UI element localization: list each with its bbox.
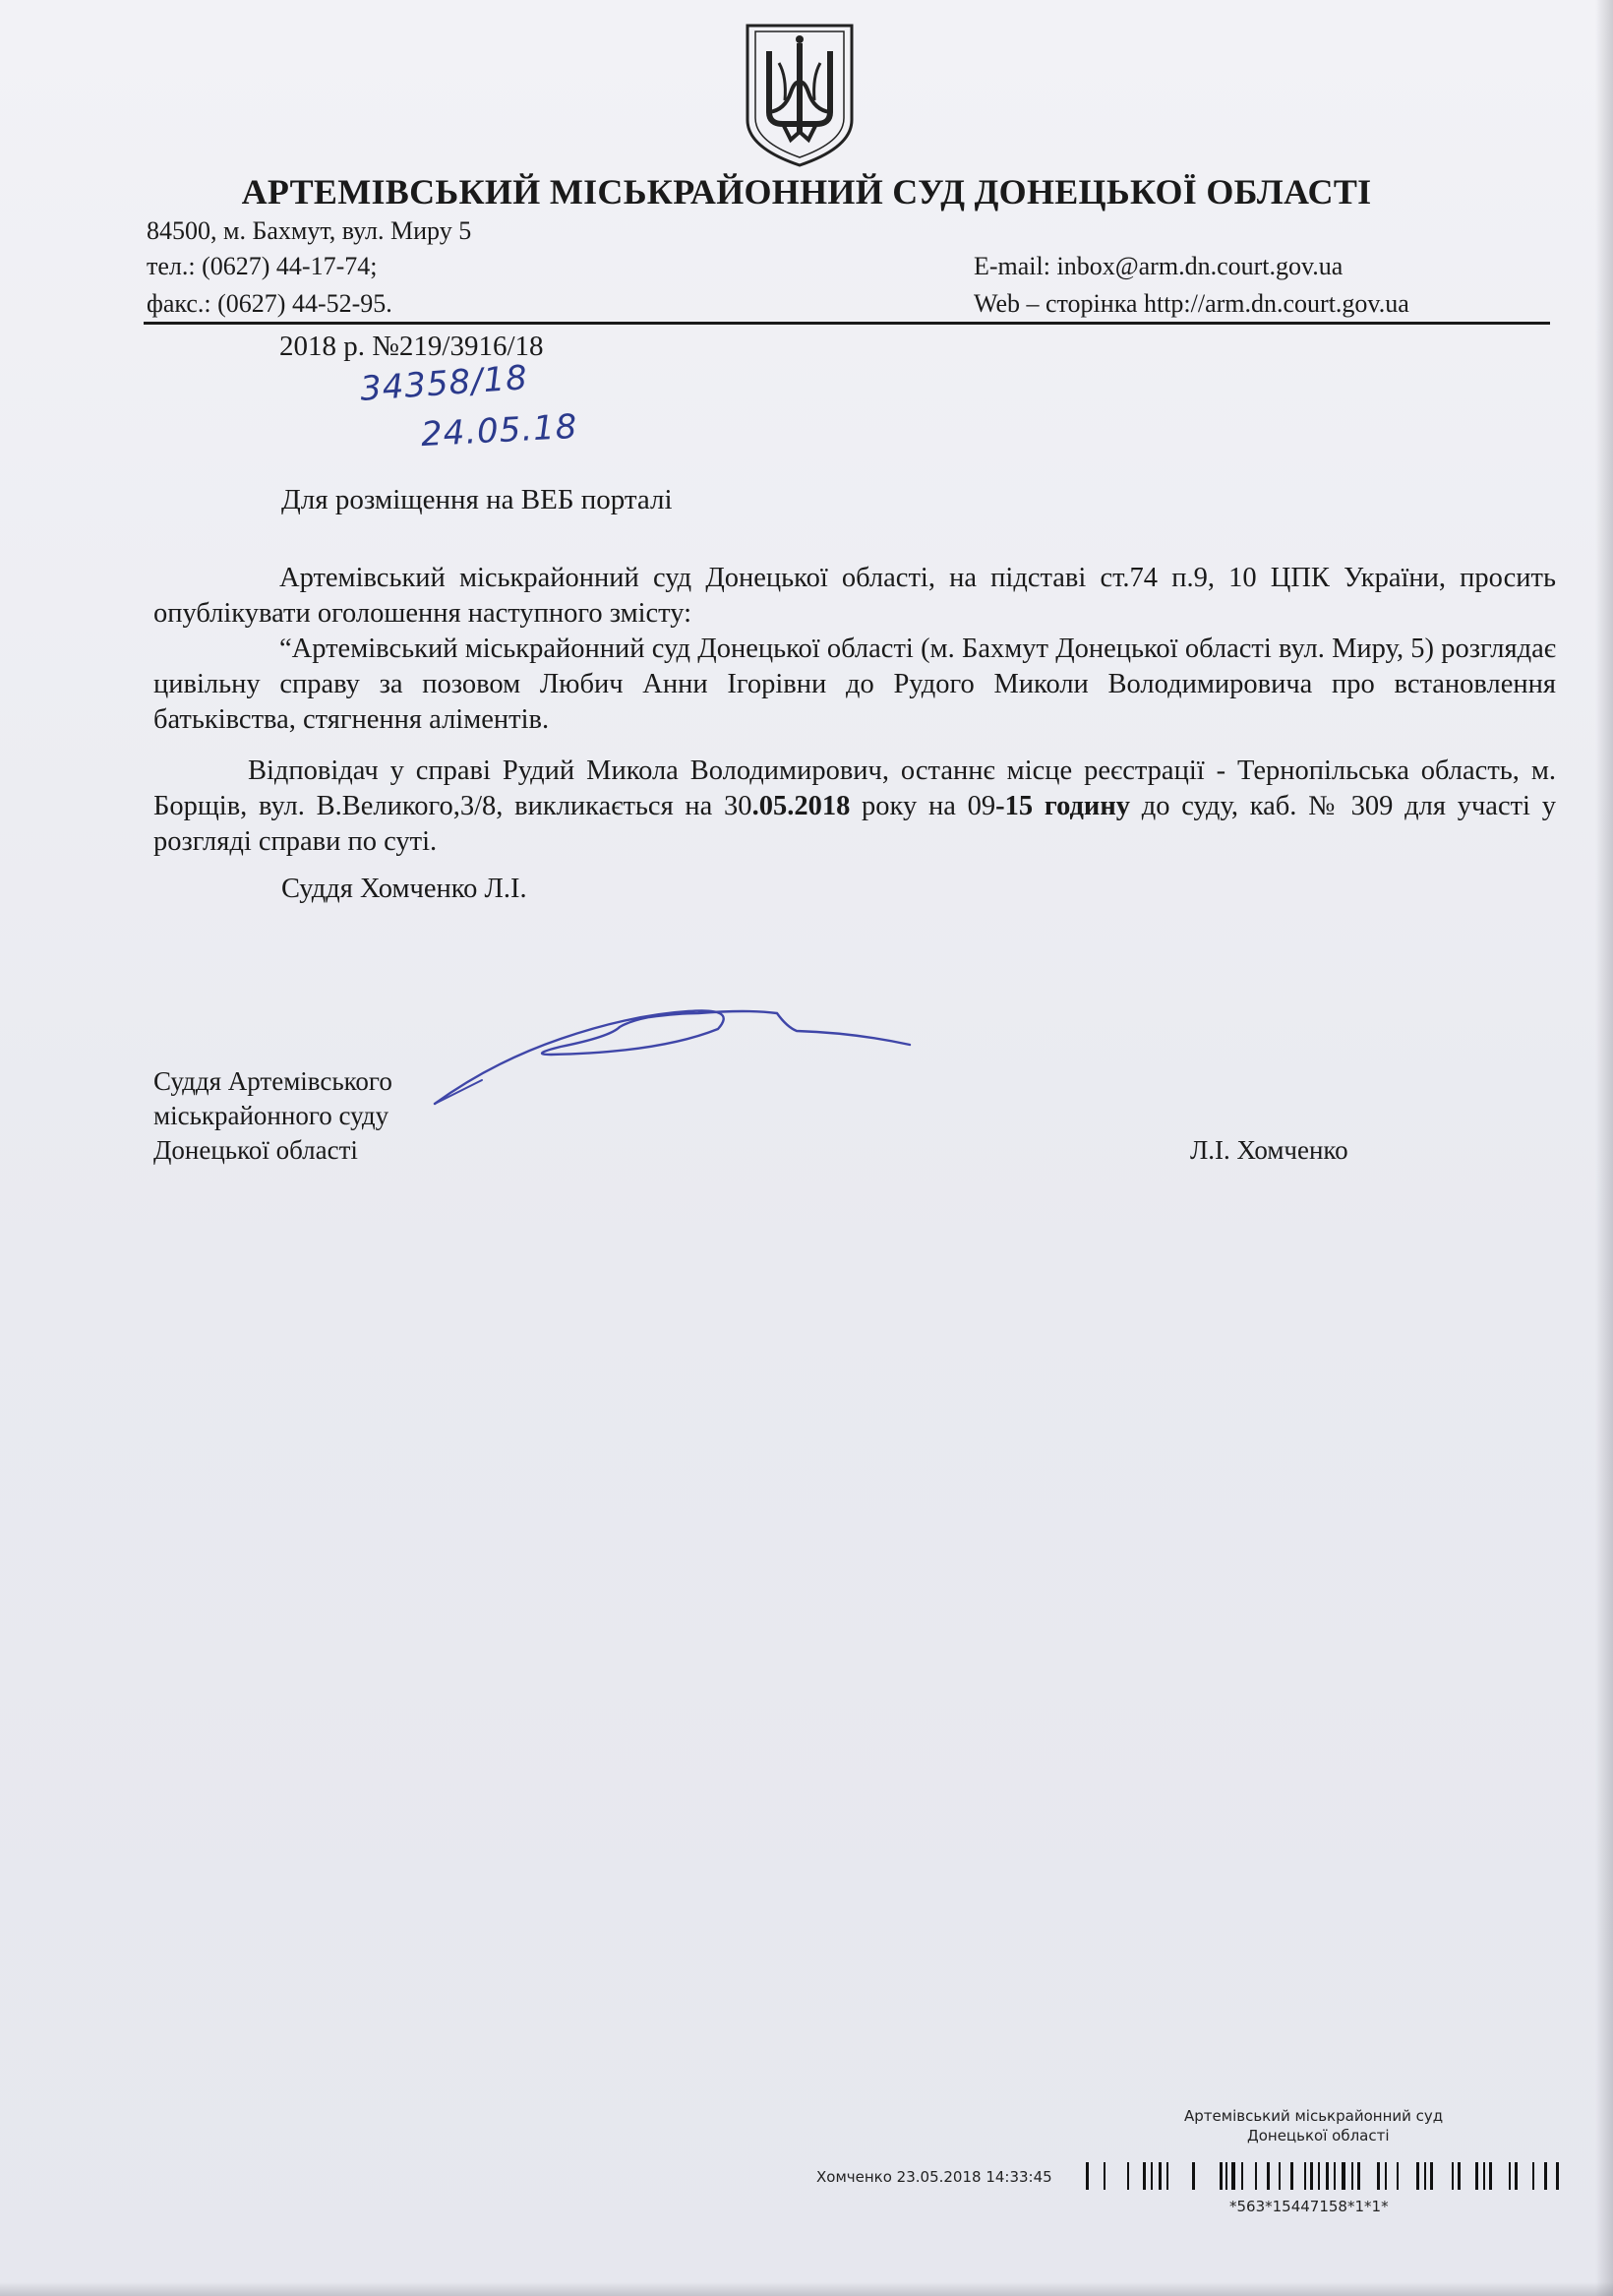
signatory-name: Л.І. Хомченко xyxy=(1190,1135,1348,1165)
case-reference-number: 2018 р. №219/3916/18 xyxy=(279,331,544,362)
court-phone: тел.: (0627) 44-17-74; xyxy=(147,252,378,280)
signatory-title-line-1: Суддя Артемівського xyxy=(153,1066,392,1096)
court-website: Web – сторінка http://arm.dn.court.gov.ua xyxy=(974,289,1409,318)
court-fax: факс.: (0627) 44-52-95. xyxy=(147,289,392,318)
notice-paragraph-2: Відповідач у справі Рудий Микола Володимирович, останнє місце реєстрації - Тернопільська область, м. Борщів, вул. В.Великого,3/8, викликається на 30.05.2018 року на 09-15 годину до суду, каб. № 309 для участі у розгляді справи по суті. xyxy=(153,755,1556,857)
signatory-title-line-3: Донецької області xyxy=(153,1135,358,1165)
judge-line: Суддя Хомченко Л.І. xyxy=(281,874,527,904)
tryzub-coat-of-arms-icon xyxy=(740,22,860,167)
scan-edge-shadow xyxy=(1595,0,1613,2296)
handwritten-signature xyxy=(423,994,925,1121)
notice-paragraph-1: “Артемівський міськрайонний суд Донецької області (м. Бахмут Донецької області вул. Миру, 5) розглядає цивільну справу за позовом Любич Анни Ігорівни до Рудого Миколи Володимировича про встановлення батьківства, стягнення аліментів. xyxy=(153,634,1556,735)
signatory-title-line-2: міськрайонного суду xyxy=(153,1101,389,1130)
registration-barcode-text: *563*15447158*1*1* xyxy=(1229,2198,1389,2215)
letterhead-divider xyxy=(144,322,1550,325)
registration-court-line-2: Донецької області xyxy=(1247,2127,1390,2145)
court-address: 84500, м. Бахмут, вул. Миру 5 xyxy=(147,216,472,245)
intro-paragraph: Артемівський міськрайонний суд Донецької області, на підставі ст.74 п.9, 10 ЦПК України, просить опублікувати оголошення наступного змісту: xyxy=(153,563,1556,629)
publication-purpose: Для розміщення на ВЕБ порталі xyxy=(281,484,673,515)
scan-edge-shadow-bottom xyxy=(0,2282,1613,2296)
registration-court-line-1: Артемівський міськрайонний суд xyxy=(1184,2107,1444,2125)
registration-user-timestamp: Хомченко 23.05.2018 14:33:45 xyxy=(816,2168,1052,2186)
court-email: E-mail: inbox@arm.dn.court.gov.ua xyxy=(974,252,1344,280)
registration-barcode xyxy=(1082,2162,1564,2198)
court-name-heading: АРТЕМІВСЬКИЙ МІСЬКРАЙОННИЙ СУД ДОНЕЦЬКОЇ ОБЛАСТІ xyxy=(241,172,1372,211)
handwritten-incoming-number: 34358/18 xyxy=(358,358,530,409)
handwritten-incoming-date: 24.05.18 xyxy=(420,406,579,455)
